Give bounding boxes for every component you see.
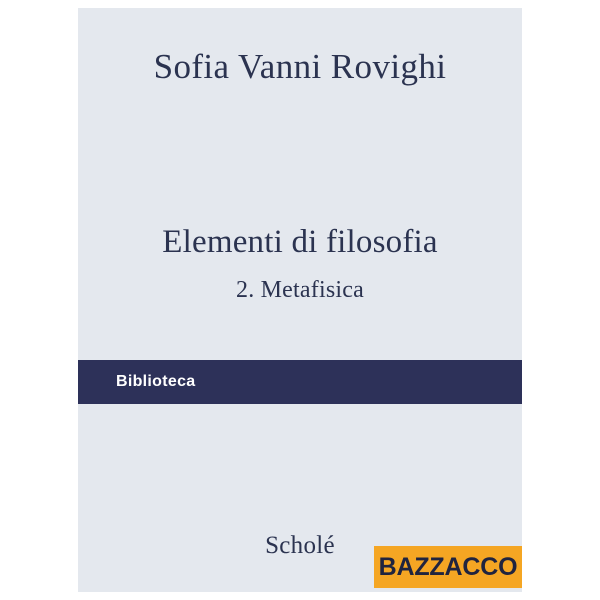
imprint-logo-text: BAZZACCO bbox=[378, 552, 518, 581]
book-subtitle: 2. Metafisica bbox=[236, 277, 364, 304]
series-name: Biblioteca bbox=[116, 373, 196, 390]
imprint-logo bbox=[374, 546, 522, 588]
author-name: Sofia Vanni Rovighi bbox=[153, 47, 447, 86]
publisher-name: Scholé bbox=[265, 532, 335, 559]
title-block bbox=[78, 222, 522, 304]
book-title: Elementi di filosofia bbox=[162, 224, 438, 260]
cover-page bbox=[78, 8, 522, 592]
series-band bbox=[78, 360, 522, 404]
